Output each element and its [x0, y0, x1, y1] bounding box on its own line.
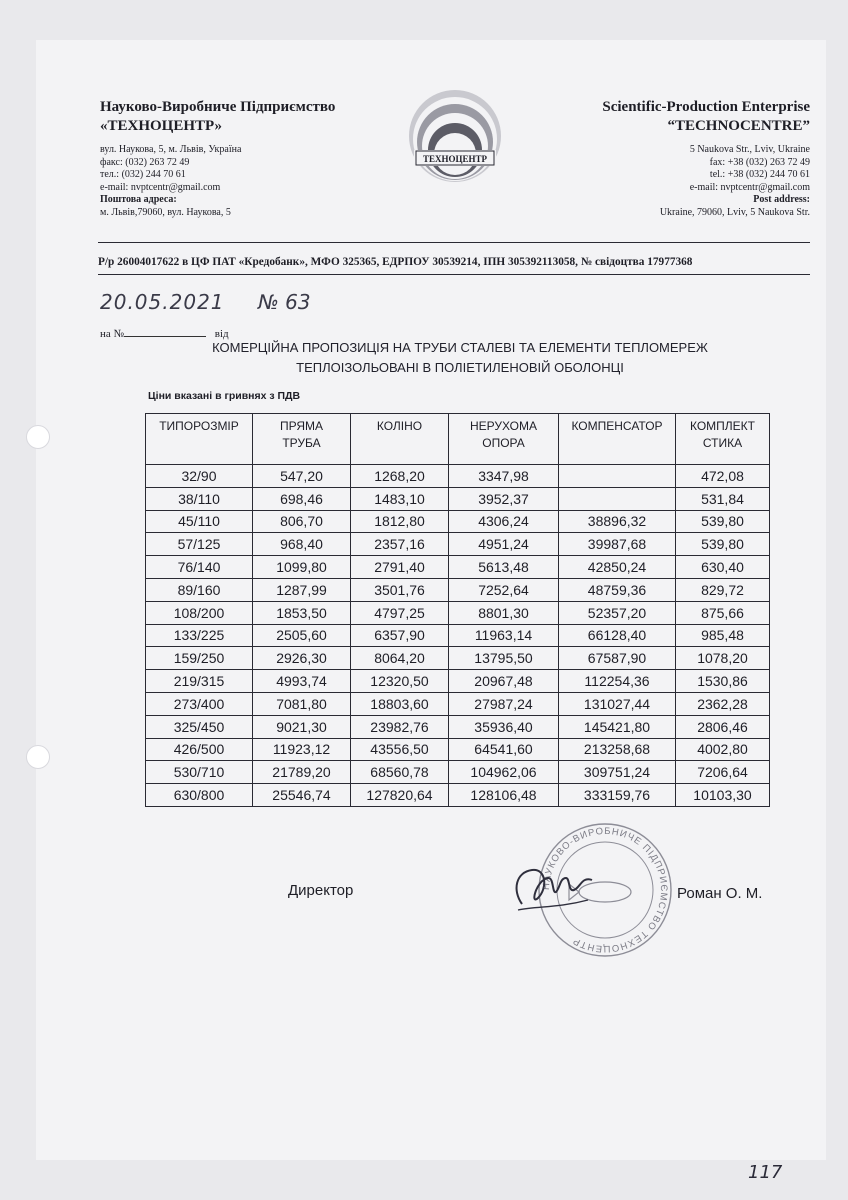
pipe-size-cell: 325/450 — [146, 715, 253, 738]
tel-en: tel.: +38 (032) 244 70 61 — [709, 169, 810, 180]
pipe-size-cell: 426/500 — [146, 738, 253, 761]
column-header — [676, 414, 770, 465]
price-cell: 4951,24 — [449, 533, 559, 556]
signatory-role: Директор — [288, 882, 354, 899]
pipe-size-cell: 45/110 — [146, 510, 253, 533]
price-cell: 2791,40 — [351, 556, 449, 579]
column-header-line: ТИПОРОЗМІР — [159, 419, 239, 433]
reference-from: від — [214, 328, 229, 340]
price-cell: 309751,24 — [559, 761, 676, 784]
price-cell: 806,70 — [253, 510, 351, 533]
column-header-line: КОМПЛЕКТ — [689, 419, 755, 433]
logo-text: ТЕХНОЦЕНТР — [422, 154, 488, 164]
column-header-line: НЕРУХОМА — [470, 419, 537, 433]
org-name-en: Scientific-Production Enterprise — [602, 99, 810, 115]
letterhead-right — [480, 98, 810, 219]
price-cell: 2505,60 — [253, 624, 351, 647]
column-header — [146, 414, 253, 465]
signatory-name: Роман О. М. — [677, 885, 763, 902]
column-header — [351, 414, 449, 465]
column-header — [253, 414, 351, 465]
price-cell: 5613,48 — [449, 556, 559, 579]
price-table-body — [146, 465, 770, 807]
price-cell: 698,46 — [253, 487, 351, 510]
column-header-line: СТИКА — [702, 436, 743, 450]
post-label-ua: Поштова адреса: — [100, 194, 177, 205]
document-title — [160, 338, 760, 378]
column-header — [559, 414, 676, 465]
price-cell: 67587,90 — [559, 647, 676, 670]
post-label-en: Post address: — [753, 194, 810, 205]
price-cell: 10103,30 — [676, 784, 770, 807]
title-line-1: КОМЕРЦІЙНА ПРОПОЗИЦІЯ НА ТРУБИ СТАЛЕВІ ТА ЕЛЕМЕНТИ ТЕПЛОМЕРЕЖ — [212, 340, 708, 355]
letterhead-left — [100, 98, 430, 219]
table-row — [146, 761, 770, 784]
pipe-size-cell: 133/225 — [146, 624, 253, 647]
pipe-size-cell: 108/200 — [146, 601, 253, 624]
price-cell: 52357,20 — [559, 601, 676, 624]
post-address-ua: м. Львів,79060, вул. Наукова, 5 — [100, 206, 231, 218]
table-row — [146, 624, 770, 647]
table-row — [146, 556, 770, 579]
org-short-ua: «ТЕХНОЦЕНТР» — [100, 118, 223, 134]
price-cell: 1268,20 — [351, 465, 449, 488]
pipe-size-cell: 530/710 — [146, 761, 253, 784]
price-cell: 630,40 — [676, 556, 770, 579]
price-cell: 39987,68 — [559, 533, 676, 556]
bank-details: Р/р 26004017622 в ЦФ ПАТ «Кредобанк», МФО 325365, ЕДРПОУ 30539214, ІПН 305392113058, № свідоцтва 17977368 — [98, 256, 693, 268]
price-cell: 128106,48 — [449, 784, 559, 807]
bank-rule — [98, 274, 810, 275]
header-rule — [98, 242, 810, 243]
price-note: Ціни вказані в гривнях з ПДВ — [148, 390, 301, 402]
price-cell: 3952,37 — [449, 487, 559, 510]
reference-blank — [124, 326, 206, 337]
price-cell: 21789,20 — [253, 761, 351, 784]
price-cell: 2362,28 — [676, 692, 770, 715]
price-cell: 27987,24 — [449, 692, 559, 715]
table-row — [146, 487, 770, 510]
price-cell: 1287,99 — [253, 578, 351, 601]
table-row — [146, 578, 770, 601]
column-header — [449, 414, 559, 465]
price-cell: 66128,40 — [559, 624, 676, 647]
fax-ua: факс: (032) 263 72 49 — [100, 156, 190, 168]
price-cell: 333159,76 — [559, 784, 676, 807]
price-cell: 23982,76 — [351, 715, 449, 738]
price-cell: 472,08 — [676, 465, 770, 488]
price-cell: 4002,80 — [676, 738, 770, 761]
price-cell: 6357,90 — [351, 624, 449, 647]
pipe-size-cell: 630/800 — [146, 784, 253, 807]
address-en: 5 Naukova Str., Lviv, Ukraine — [689, 144, 810, 155]
table-row — [146, 670, 770, 693]
price-cell: 20967,48 — [449, 670, 559, 693]
table-row — [146, 533, 770, 556]
price-cell: 4306,24 — [449, 510, 559, 533]
pipe-size-cell: 159/250 — [146, 647, 253, 670]
price-cell: 531,84 — [676, 487, 770, 510]
price-cell: 104962,06 — [449, 761, 559, 784]
price-cell: 4993,74 — [253, 670, 351, 693]
post-address-en: Ukraine, 79060, Lviv, 5 Naukova Str. — [659, 206, 810, 218]
column-header-line: КОЛІНО — [376, 419, 423, 433]
table-row — [146, 465, 770, 488]
price-cell: 38896,32 — [559, 510, 676, 533]
column-header-line: ОПОРА — [482, 436, 525, 450]
price-cell: 4797,25 — [351, 601, 449, 624]
price-cell: 2806,46 — [676, 715, 770, 738]
title-line-2: ТЕПЛОІЗОЛЬОВАНІ В ПОЛІЕТИЛЕНОВІЙ ОБОЛОНЦІ — [296, 360, 624, 375]
fax-en: fax: +38 (032) 263 72 49 — [709, 156, 810, 168]
price-cell: 539,80 — [676, 510, 770, 533]
org-name-ua: Науково-Виробниче Підприємство — [100, 99, 336, 115]
price-cell: 1483,10 — [351, 487, 449, 510]
email-en: e-mail: nvptcentr@gmail.com — [689, 181, 810, 193]
price-cell: 968,40 — [253, 533, 351, 556]
pipe-size-cell: 89/160 — [146, 578, 253, 601]
price-cell: 13795,50 — [449, 647, 559, 670]
header-row — [146, 414, 770, 465]
email-ua: e-mail: nvptcentr@gmail.com — [100, 181, 221, 193]
table-row — [146, 601, 770, 624]
price-cell: 1530,86 — [676, 670, 770, 693]
table-row — [146, 715, 770, 738]
table-row — [146, 738, 770, 761]
page-number: 117 — [748, 1162, 783, 1183]
table-row — [146, 784, 770, 807]
address-ua: вул. Наукова, 5, м. Львів, Україна — [100, 144, 242, 155]
price-cell: 35936,40 — [449, 715, 559, 738]
pipe-size-cell: 273/400 — [146, 692, 253, 715]
price-cell: 539,80 — [676, 533, 770, 556]
table-row — [146, 692, 770, 715]
price-cell: 25546,74 — [253, 784, 351, 807]
table-row — [146, 647, 770, 670]
price-cell: 213258,68 — [559, 738, 676, 761]
price-cell: 985,48 — [676, 624, 770, 647]
price-cell: 1099,80 — [253, 556, 351, 579]
price-cell: 48759,36 — [559, 578, 676, 601]
pipe-size-cell: 32/90 — [146, 465, 253, 488]
price-cell: 11963,14 — [449, 624, 559, 647]
price-cell: 42850,24 — [559, 556, 676, 579]
price-cell — [559, 465, 676, 488]
price-cell — [559, 487, 676, 510]
org-short-en: “TECHNOCENTRE” — [667, 118, 810, 134]
price-cell: 64541,60 — [449, 738, 559, 761]
pipe-size-cell: 76/140 — [146, 556, 253, 579]
tel-ua: тел.: (032) 244 70 61 — [100, 169, 186, 180]
price-cell: 7081,80 — [253, 692, 351, 715]
pipe-size-cell: 57/125 — [146, 533, 253, 556]
column-header-line: ПРЯМА — [279, 419, 324, 433]
price-cell: 43556,50 — [351, 738, 449, 761]
price-table-head — [146, 414, 770, 465]
handwritten-number: № 63 — [258, 290, 311, 314]
price-cell: 12320,50 — [351, 670, 449, 693]
price-cell: 2357,16 — [351, 533, 449, 556]
pipe-size-cell: 38/110 — [146, 487, 253, 510]
price-cell: 3347,98 — [449, 465, 559, 488]
price-cell: 112254,36 — [559, 670, 676, 693]
column-header-line: ТРУБА — [282, 436, 321, 450]
price-cell: 145421,80 — [559, 715, 676, 738]
price-cell: 1078,20 — [676, 647, 770, 670]
director-signature — [508, 860, 596, 920]
reference-prefix: на № — [100, 328, 125, 340]
price-cell: 18803,60 — [351, 692, 449, 715]
price-cell: 1812,80 — [351, 510, 449, 533]
punch-hole-top — [26, 425, 50, 449]
price-cell: 127820,64 — [351, 784, 449, 807]
price-cell: 8064,20 — [351, 647, 449, 670]
table-row — [146, 510, 770, 533]
price-table — [145, 413, 770, 807]
stamp-text: НАУКОВО-ВИРОБНИЧЕ ПІДПРИЄМСТВО ТЕХНОЦЕНТР — [540, 825, 670, 955]
price-cell: 131027,44 — [559, 692, 676, 715]
price-cell: 7252,64 — [449, 578, 559, 601]
price-cell: 7206,64 — [676, 761, 770, 784]
price-cell: 68560,78 — [351, 761, 449, 784]
price-cell: 3501,76 — [351, 578, 449, 601]
price-cell: 9021,30 — [253, 715, 351, 738]
pipe-size-cell: 219/315 — [146, 670, 253, 693]
column-header-line: КОМПЕНСАТОР — [571, 419, 663, 433]
price-cell: 2926,30 — [253, 647, 351, 670]
price-cell: 8801,30 — [449, 601, 559, 624]
price-cell: 547,20 — [253, 465, 351, 488]
price-cell: 1853,50 — [253, 601, 351, 624]
price-cell: 829,72 — [676, 578, 770, 601]
handwritten-date: 20.05.2021 — [100, 290, 225, 314]
price-cell: 875,66 — [676, 601, 770, 624]
price-cell: 11923,12 — [253, 738, 351, 761]
punch-hole-bottom — [26, 745, 50, 769]
